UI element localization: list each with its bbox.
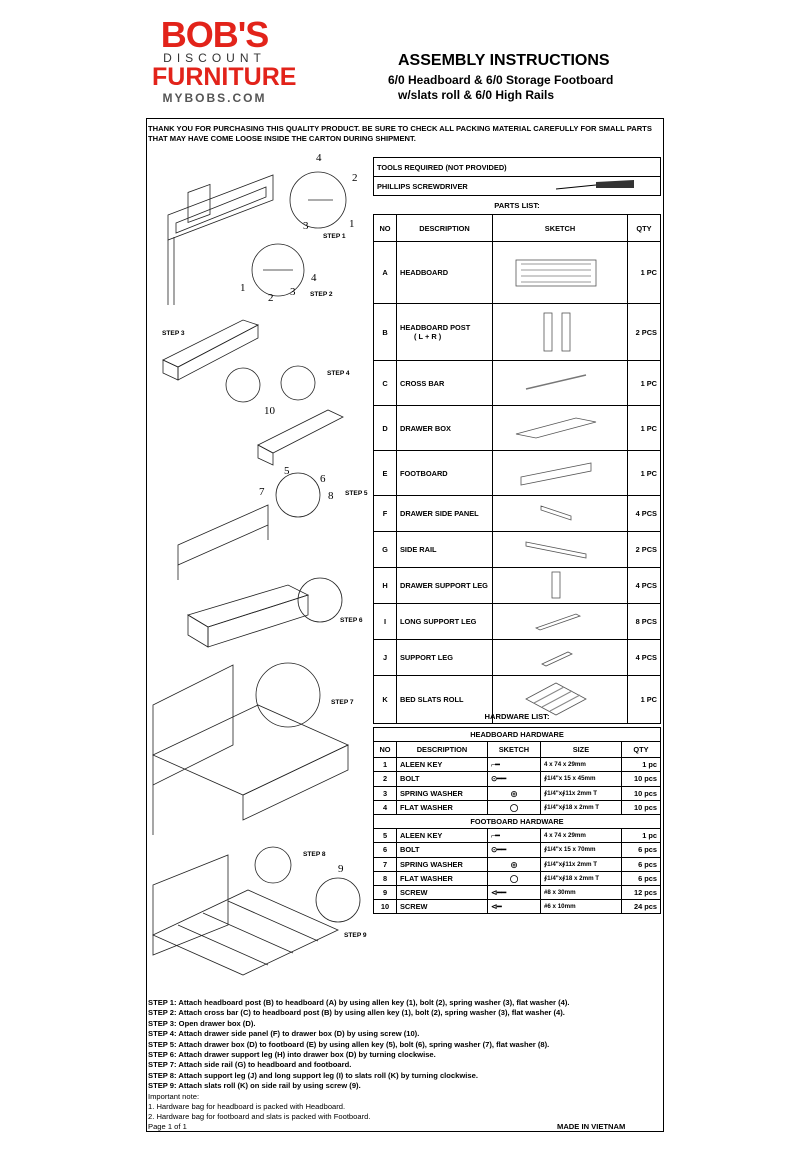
headboard-post-sketch xyxy=(493,304,628,361)
hardware-section-footboard: FOOTBOARD HARDWARE xyxy=(374,814,661,828)
part-qty: 1 PC xyxy=(628,406,661,451)
callout-7: 7 xyxy=(259,486,265,498)
step5-label: STEP 5 xyxy=(345,490,368,497)
hw-desc: BOLT xyxy=(397,772,488,786)
callout-1b: 1 xyxy=(240,282,246,294)
page-number: Page 1 of 1 xyxy=(148,1122,187,1131)
brand-name: BOB'S xyxy=(160,14,269,55)
hw-qty: 6 pcs xyxy=(621,857,660,871)
page-subtitle-1: 6/0 Headboard & 6/0 Storage Footboard xyxy=(388,73,614,87)
step-text: STEP 3: Open drawer box (D). xyxy=(148,1018,256,1028)
part-desc: SUPPORT LEG xyxy=(397,640,493,676)
allen-key-icon: ⌐━ xyxy=(487,758,540,772)
callout-3a: 3 xyxy=(303,220,309,232)
part-qty: 1 PC xyxy=(628,451,661,496)
hw-size: 4 x 74 x 29mm xyxy=(540,829,621,843)
tools-heading: TOOLS REQUIRED (NOT PROVIDED) xyxy=(374,158,661,177)
part-no: H xyxy=(374,568,397,604)
small-screw-icon: ⊲━ xyxy=(487,900,540,914)
part-qty: 4 PCS xyxy=(628,640,661,676)
table-row xyxy=(374,451,661,496)
step-instructions xyxy=(148,998,660,1123)
part-desc: DRAWER SIDE PANEL xyxy=(397,496,493,532)
tools-table xyxy=(373,157,661,196)
step1-label: STEP 1 xyxy=(323,233,346,240)
hw-qty: 1 pc xyxy=(621,829,660,843)
made-in-label: MADE IN VIETNAM xyxy=(557,1122,626,1131)
table-row xyxy=(374,857,661,871)
hw-no: 3 xyxy=(374,786,397,800)
parts-col-desc: DESCRIPTION xyxy=(397,215,493,242)
part-no: E xyxy=(374,451,397,496)
screw-icon: ⊲━━ xyxy=(487,885,540,899)
hw-size: 4 x 74 x 29mm xyxy=(540,758,621,772)
step7-label: STEP 7 xyxy=(331,699,354,706)
part-no: D xyxy=(374,406,397,451)
bolt-icon: ⊙━━ xyxy=(487,772,540,786)
notice-text: THANK YOU FOR PURCHASING THIS QUALITY PRODUCT. BE SURE TO CHECK ALL PACKING MATERIAL CAREFULLY FOR SMALL PARTS THAT MAY HAVE COME LOOSE INSIDE THE CARTON DURING SHIPMENT. xyxy=(148,124,652,143)
page-subtitle-2: w/slats roll & 6/0 High Rails xyxy=(398,88,555,102)
cross-bar-sketch xyxy=(493,361,628,406)
callout-8: 8 xyxy=(328,490,334,502)
callout-2b: 2 xyxy=(268,292,274,304)
hw-desc: SCREW xyxy=(397,885,488,899)
callout-4b: 4 xyxy=(311,272,317,284)
part-desc: FOOTBOARD xyxy=(397,451,493,496)
table-row xyxy=(374,604,661,640)
step6-diagram xyxy=(188,578,342,647)
hw-desc: ALEEN KEY xyxy=(397,829,488,843)
part-desc: CROSS BAR xyxy=(397,361,493,406)
screwdriver-icon xyxy=(556,179,636,191)
part-qty: 1 PC xyxy=(628,361,661,406)
step-text: STEP 5: Attach drawer box (D) to footboard (E) by using allen key (5), bolt (6), spring washer (7), flat washer (8). xyxy=(148,1039,550,1049)
spring-washer-icon: ◎ xyxy=(487,786,540,800)
step-text: STEP 9: Attach slats roll (K) on side rail by using screw (9). xyxy=(148,1081,361,1091)
hw-qty: 10 pcs xyxy=(621,772,660,786)
hw-desc: SPRING WASHER xyxy=(397,857,488,871)
drawer-box-sketch xyxy=(493,406,628,451)
part-no: I xyxy=(374,604,397,640)
page-title: ASSEMBLY INSTRUCTIONS xyxy=(398,52,610,69)
table-row xyxy=(374,843,661,857)
part-desc: HEADBOARD POST xyxy=(400,323,471,332)
step-text: STEP 8: Attach support leg (J) and long support leg (I) to slats roll (K) by turning clockwise. xyxy=(148,1070,478,1080)
hw-col-qty: QTY xyxy=(621,742,660,758)
hw-size: ∮1/4"x 15 x 45mm xyxy=(540,772,621,786)
callout-5: 5 xyxy=(284,465,290,477)
hw-desc: SPRING WASHER xyxy=(397,786,488,800)
step4-label: STEP 4 xyxy=(327,370,350,377)
callout-1a: 1 xyxy=(349,218,355,230)
hw-size: ∮1/4"x∮11x 2mm T xyxy=(540,786,621,800)
hw-size: ∮1/4"x∮18 x 2mm T xyxy=(540,800,621,814)
table-row xyxy=(374,496,661,532)
step-text: STEP 7: Attach side rail (G) to headboard and footboard. xyxy=(148,1060,352,1070)
drawer-side-panel-sketch xyxy=(493,496,628,532)
table-row xyxy=(374,242,661,304)
allen-key-icon: ⌐━ xyxy=(487,829,540,843)
hw-no: 6 xyxy=(374,843,397,857)
step8-diagram xyxy=(153,847,360,975)
parts-col-sketch: SKETCH xyxy=(493,215,628,242)
table-row xyxy=(374,568,661,604)
callout-9: 9 xyxy=(338,863,344,875)
hw-no: 7 xyxy=(374,857,397,871)
part-qty: 2 PCS xyxy=(628,304,661,361)
part-desc-extra: ( L + R ) xyxy=(414,332,442,341)
hw-col-no: NO xyxy=(374,742,397,758)
part-desc: HEADBOARD xyxy=(397,242,493,304)
callout-3b: 3 xyxy=(290,286,296,298)
part-no: A xyxy=(374,242,397,304)
hw-size: ∮1/4"x∮18 x 2mm T xyxy=(540,871,621,885)
spring-washer-icon: ◎ xyxy=(487,857,540,871)
step-text: STEP 6: Attach drawer support leg (H) into drawer box (D) by turning clockwise. xyxy=(148,1050,436,1060)
hw-size: #8 x 30mm xyxy=(540,885,621,899)
part-qty: 8 PCS xyxy=(628,604,661,640)
callout-6: 6 xyxy=(320,473,326,485)
part-desc: SIDE RAIL xyxy=(397,532,493,568)
hw-col-desc: DESCRIPTION xyxy=(397,742,488,758)
table-row xyxy=(374,829,661,843)
hw-qty: 10 pcs xyxy=(621,786,660,800)
step4-diagram xyxy=(226,366,343,465)
part-qty: 1 PC xyxy=(628,676,661,724)
table-row xyxy=(374,786,661,800)
part-qty: 4 PCS xyxy=(628,496,661,532)
hw-no: 10 xyxy=(374,900,397,914)
hardware-header-row xyxy=(374,742,661,758)
step3-label: STEP 3 xyxy=(162,330,185,337)
hw-desc: FLAT WASHER xyxy=(397,800,488,814)
hw-no: 5 xyxy=(374,829,397,843)
table-row xyxy=(374,800,661,814)
part-no: J xyxy=(374,640,397,676)
step-text: STEP 1: Attach headboard post (B) to headboard (A) by using allen key (1), bolt (2), spring washer (3), flat washer (4). xyxy=(148,998,570,1007)
flat-washer-icon: ◯ xyxy=(487,800,540,814)
part-qty: 1 PC xyxy=(628,242,661,304)
table-row xyxy=(374,758,661,772)
step2-label: STEP 2 xyxy=(310,291,333,298)
hw-desc: BOLT xyxy=(397,843,488,857)
callout-2a: 2 xyxy=(352,172,358,184)
part-no: B xyxy=(374,304,397,361)
part-no: C xyxy=(374,361,397,406)
note-2: 2. Hardware bag for footboard and slats is packed with Footboard. xyxy=(148,1112,371,1122)
hw-col-size: SIZE xyxy=(540,742,621,758)
parts-header-row xyxy=(374,215,661,242)
table-row xyxy=(374,885,661,899)
side-rail-sketch xyxy=(493,532,628,568)
step-text: STEP 2: Attach cross bar (C) to headboard post (B) by using allen key (1), bolt (2), spring washer (3), flat washer (4). xyxy=(148,1008,565,1018)
drawer-support-leg-sketch xyxy=(493,568,628,604)
note-heading: Important note: xyxy=(148,1091,200,1101)
brand-site: MYBOBS.COM xyxy=(162,91,267,105)
tools-item: PHILLIPS SCREWDRIVER xyxy=(377,181,468,191)
brand-furniture: FURNITURE xyxy=(152,63,297,91)
part-desc-cell xyxy=(397,304,493,361)
parts-col-no: NO xyxy=(374,215,397,242)
table-row xyxy=(374,532,661,568)
part-no: G xyxy=(374,532,397,568)
step5-diagram xyxy=(178,473,320,580)
part-qty: 2 PCS xyxy=(628,532,661,568)
hw-qty: 10 pcs xyxy=(621,800,660,814)
hw-qty: 6 pcs xyxy=(621,843,660,857)
hw-qty: 24 pcs xyxy=(621,900,660,914)
part-qty: 4 PCS xyxy=(628,568,661,604)
hw-no: 4 xyxy=(374,800,397,814)
step2-diagram xyxy=(252,244,304,296)
table-row xyxy=(374,871,661,885)
hw-no: 1 xyxy=(374,758,397,772)
table-row xyxy=(374,640,661,676)
table-row xyxy=(374,304,661,361)
tools-item-row xyxy=(374,177,661,196)
step6-label: STEP 6 xyxy=(340,617,363,624)
step3-diagram xyxy=(163,320,258,380)
part-desc: BED SLATS ROLL xyxy=(397,676,493,724)
hw-desc: FLAT WASHER xyxy=(397,871,488,885)
hw-size: ∮1/4"x 15 x 70mm xyxy=(540,843,621,857)
hw-qty: 12 pcs xyxy=(621,885,660,899)
hw-no: 2 xyxy=(374,772,397,786)
parts-list-title: PARTS LIST: xyxy=(494,201,540,210)
hw-qty: 1 pc xyxy=(621,758,660,772)
hardware-list-title: HARDWARE LIST: xyxy=(484,712,550,721)
part-desc: DRAWER BOX xyxy=(397,406,493,451)
step7-diagram xyxy=(153,663,348,835)
step-text: STEP 4: Attach drawer side panel (F) to drawer box (D) by using screw (10). xyxy=(148,1029,420,1039)
table-row xyxy=(374,361,661,406)
long-support-leg-sketch xyxy=(493,604,628,640)
hw-desc: SCREW xyxy=(397,900,488,914)
headboard-sketch xyxy=(493,242,628,304)
bolt-icon: ⊙━━ xyxy=(487,843,540,857)
table-row xyxy=(374,772,661,786)
callout-4a: 4 xyxy=(316,152,322,164)
support-leg-sketch xyxy=(493,640,628,676)
callout-10: 10 xyxy=(264,405,275,417)
hardware-section-headboard: HEADBOARD HARDWARE xyxy=(374,728,661,742)
hw-size: ∮1/4"x∮11x 2mm T xyxy=(540,857,621,871)
hw-no: 9 xyxy=(374,885,397,899)
step8-label: STEP 8 xyxy=(303,851,326,858)
table-row xyxy=(374,900,661,914)
assembly-diagrams xyxy=(148,145,370,995)
brand-logo xyxy=(152,14,297,105)
part-no: K xyxy=(374,676,397,724)
table-row xyxy=(374,406,661,451)
flat-washer-icon: ◯ xyxy=(487,871,540,885)
note-1: 1. Hardware bag for headboard is packed with Headboard. xyxy=(148,1102,346,1112)
brand-discount: DISCOUNT xyxy=(163,51,266,65)
part-desc: LONG SUPPORT LEG xyxy=(397,604,493,640)
hw-size: #6 x 10mm xyxy=(540,900,621,914)
step9-label: STEP 9 xyxy=(344,932,367,939)
part-no: F xyxy=(374,496,397,532)
hardware-table xyxy=(373,727,661,914)
parts-table xyxy=(373,214,661,724)
hw-qty: 6 pcs xyxy=(621,871,660,885)
parts-col-qty: QTY xyxy=(628,215,661,242)
hw-no: 8 xyxy=(374,871,397,885)
hw-col-sketch: SKETCH xyxy=(487,742,540,758)
part-desc: DRAWER SUPPORT LEG xyxy=(397,568,493,604)
footboard-sketch xyxy=(493,451,628,496)
hw-desc: ALEEN KEY xyxy=(397,758,488,772)
